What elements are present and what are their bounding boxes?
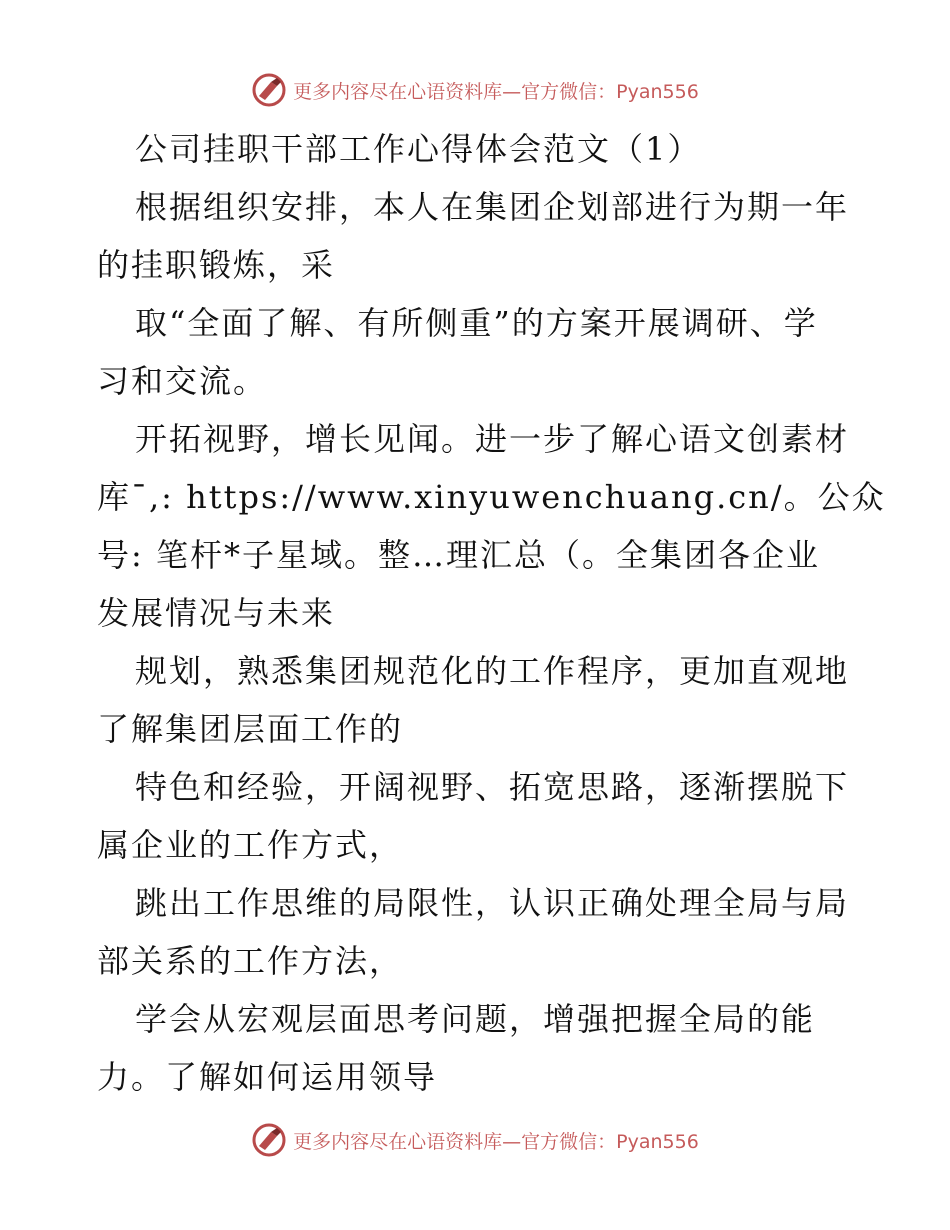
text-line: 库¯,: https://www.xinyuwenchuang.cn/。公众 <box>97 478 886 516</box>
doc-title: 公司挂职干部工作心得体会范文（1） <box>135 130 702 168</box>
text-line: 属企业的工作方式， <box>97 826 404 864</box>
text-line: 部关系的工作方法， <box>97 942 404 980</box>
text-line: 根据组织安排，本人在集团企划部进行为期一年 <box>135 188 850 226</box>
text-line: 学会从宏观层面思考问题，增强把握全局的能 <box>135 1000 816 1038</box>
banner-text: 更多内容尽在心语资料库—官方微信：Pyan556 <box>293 1130 699 1153</box>
text-line: 号: 笔杆*子星域。整…理汇总（。全集团各企业 <box>97 536 820 574</box>
brand-logo-icon <box>251 1122 287 1158</box>
header-banner <box>0 70 950 110</box>
document-body <box>97 120 886 1106</box>
text-line: 取“全面了解、有所侧重”的方案开展调研、学 <box>135 304 818 342</box>
text-line: 力。了解如何运用领导 <box>97 1058 438 1096</box>
text-line: 跳出工作思维的局限性，认识正确处理全局与局 <box>135 884 850 922</box>
text-line: 特色和经验，开阔视野、拓宽思路，逐渐摆脱下 <box>135 768 850 806</box>
text-line: 了解集团层面工作的 <box>97 710 404 748</box>
text-line: 规划，熟悉集团规范化的工作程序，更加直观地 <box>135 652 850 690</box>
footer-banner <box>0 1120 950 1160</box>
text-line: 发展情况与未来 <box>97 594 336 632</box>
brand-logo-icon <box>251 72 287 108</box>
text-line: 的挂职锻炼，采 <box>97 246 336 284</box>
text-line: 开拓视野，增长见闻。进一步了解心语文创素材 <box>135 420 850 458</box>
text-line: 习和交流。 <box>97 362 268 400</box>
banner-text: 更多内容尽在心语资料库—官方微信：Pyan556 <box>293 80 699 103</box>
